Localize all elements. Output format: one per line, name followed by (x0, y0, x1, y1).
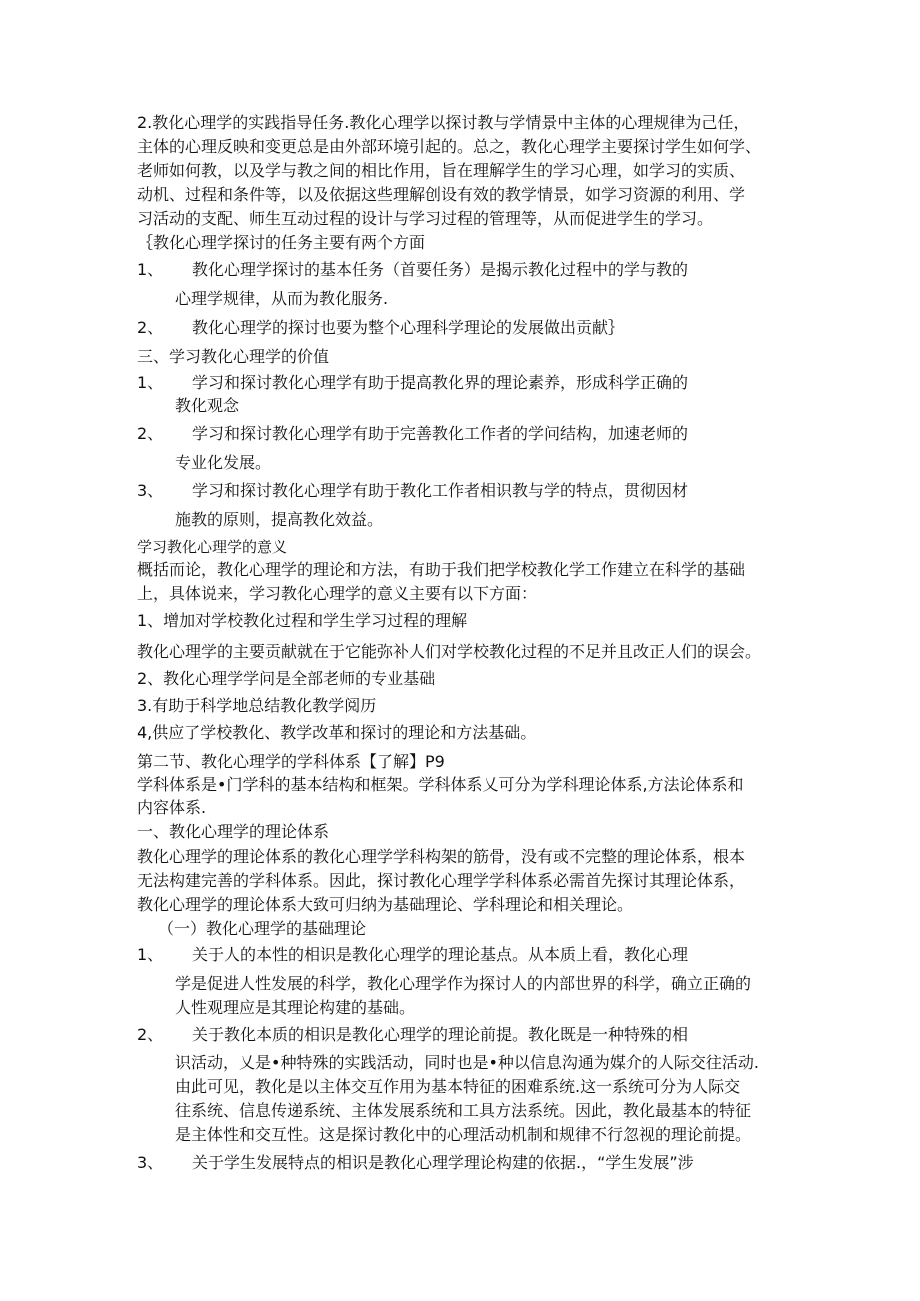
section-heading: 三、学习教化心理学的价值 (137, 347, 330, 366)
list-item-continuation: 识活动，乂是•种特殊的实践活动，同时也是•种以信息沟通为媒介的人际交往活动. (175, 1053, 759, 1072)
paragraph-line: 上，具体说来，学习教化心理学的意义主要有以下方面： (137, 584, 538, 603)
list-item-text: 学习和探讨教化心理学有助于完善教化工作者的学问结构，加速老师的 (192, 424, 689, 443)
list-item-text: 关于教化本质的相识是教化心理学的理论前提。教化既是一种特殊的相 (192, 1025, 689, 1044)
list-item-continuation: 心理学规律，从而为教化服务. (175, 289, 389, 308)
paragraph-line: 习活动的支配、师生互动过程的设计与学习过程的管理等，从而促进学生的学习。 (137, 209, 714, 228)
paragraph-line: 教化心理学的主要贡献就在于它能弥补人们对学校教化过程的不足并且改正人们的误会。 (137, 642, 762, 661)
list-marker: 2、 (137, 424, 164, 443)
list-marker: 3、 (137, 1153, 164, 1172)
paragraph-line: 1、增加对学校教化过程和学生学习过程的理解 (137, 611, 468, 630)
list-item-continuation: 人性观理应是其理论构建的基础。 (175, 998, 416, 1017)
paragraph-line: 教化心理学的理论体系大致可归纳为基础理论、学科理论和相关理论。 (137, 895, 634, 914)
paragraph-line: 教化心理学的理论体系的教化心理学学科构架的筋骨，没有或不完整的理论体系，根本 (137, 847, 746, 866)
section-heading: 第二节、教化心理学的学科体系【了解】P9 (137, 752, 445, 771)
list-item-text: 学习和探讨教化心理学有助于教化工作者相识教与学的特点，贯彻因材 (192, 481, 689, 500)
list-marker: 2、 (137, 1025, 164, 1044)
section-heading: （一）教化心理学的基础理论 (158, 919, 367, 938)
paragraph-line: 主体的心理反映和变更总是由外部环境引起的。总之，教化心理学主要探讨学生如何学、 (137, 137, 762, 156)
paragraph-line: 概括而论，教化心理学的理论和方法，有助于我们把学校教化学工作建立在科学的基础 (137, 560, 746, 579)
list-item-continuation: 教化观念 (175, 396, 240, 415)
paragraph-line: 老师如何教，以及学与教之间的相比作用，旨在理解学生的学习心理，如学习的实质、 (137, 161, 746, 180)
paragraph-line: 动机、过程和条件等，以及依据这些理解创设有效的教学情景，如学习资源的利用、学 (137, 185, 746, 204)
list-item-text: 关于人的本性的相识是教化心理学的理论基点。从本质上看，教化心理 (192, 945, 689, 964)
section-heading: 一、教化心理学的理论体系 (137, 822, 330, 841)
paragraph-line: 2.教化心理学的实践指导任务.教化心理学以探讨教与学情景中主体的心理规律为己任， (137, 113, 750, 132)
paragraph-line: 2、教化心理学学问是全部老师的专业基础 (137, 669, 436, 688)
section-heading: 学习教化心理学的意义 (137, 538, 288, 556)
list-item-text: 教化心理学探讨的基本任务（首要任务）是揭示教化过程中的学与教的 (192, 260, 689, 279)
list-marker: 3、 (137, 481, 164, 500)
list-item-continuation: 由此可见，教化是以主体交互作用为基本特征的困难系统.这一系统可分为人际交 (175, 1077, 741, 1096)
list-item-text: 学习和探讨教化心理学有助于提高教化界的理论素养，形成科学正确的 (192, 373, 689, 392)
list-marker: 1、 (137, 373, 164, 392)
list-item-continuation: 专业化发展。 (175, 453, 272, 472)
list-item-text: 关于学生发展特点的相识是教化心理学理论构建的依据.，“学生发展”涉 (192, 1153, 694, 1172)
paragraph-line: 无法构建完善的学科体系。因此，探讨教化心理学学科体系必需首先探讨其理论体系， (137, 871, 746, 890)
list-marker: 2、 (137, 318, 164, 337)
paragraph-line: ｛教化心理学探讨的任务主要有两个方面 (137, 233, 426, 252)
list-item-text: 教化心理学的探讨也要为整个心理科学理论的发展做出贡献｝ (192, 318, 625, 337)
list-item-continuation: 施教的原则，提高教化效益。 (175, 510, 384, 529)
list-marker: 1、 (137, 260, 164, 279)
list-item-continuation: 往系统、信息传递系统、主体发展系统和工具方法系统。因此，教化最基本的特征 (175, 1101, 752, 1120)
paragraph-line: 3.有助于科学地总结教化教学阅历 (137, 696, 377, 715)
paragraph-line: 4,供应了学校教化、教学改革和探讨的理论和方法基础。 (137, 723, 537, 742)
list-marker: 1、 (137, 945, 164, 964)
list-item-continuation: 是主体性和交互性。这是探讨教化中的心理活动机制和规律不行忽视的理论前提。 (175, 1125, 752, 1144)
list-item-continuation: 学是促进人性发展的科学，教化心理学作为探讨人的内部世界的科学，确立正确的 (175, 974, 752, 993)
paragraph-line: 学科体系是•门学科的基本结构和框架。学科体系乂可分为学科理论体系,方法论体系和 (137, 775, 744, 794)
paragraph-line: 内容体系. (137, 798, 207, 817)
